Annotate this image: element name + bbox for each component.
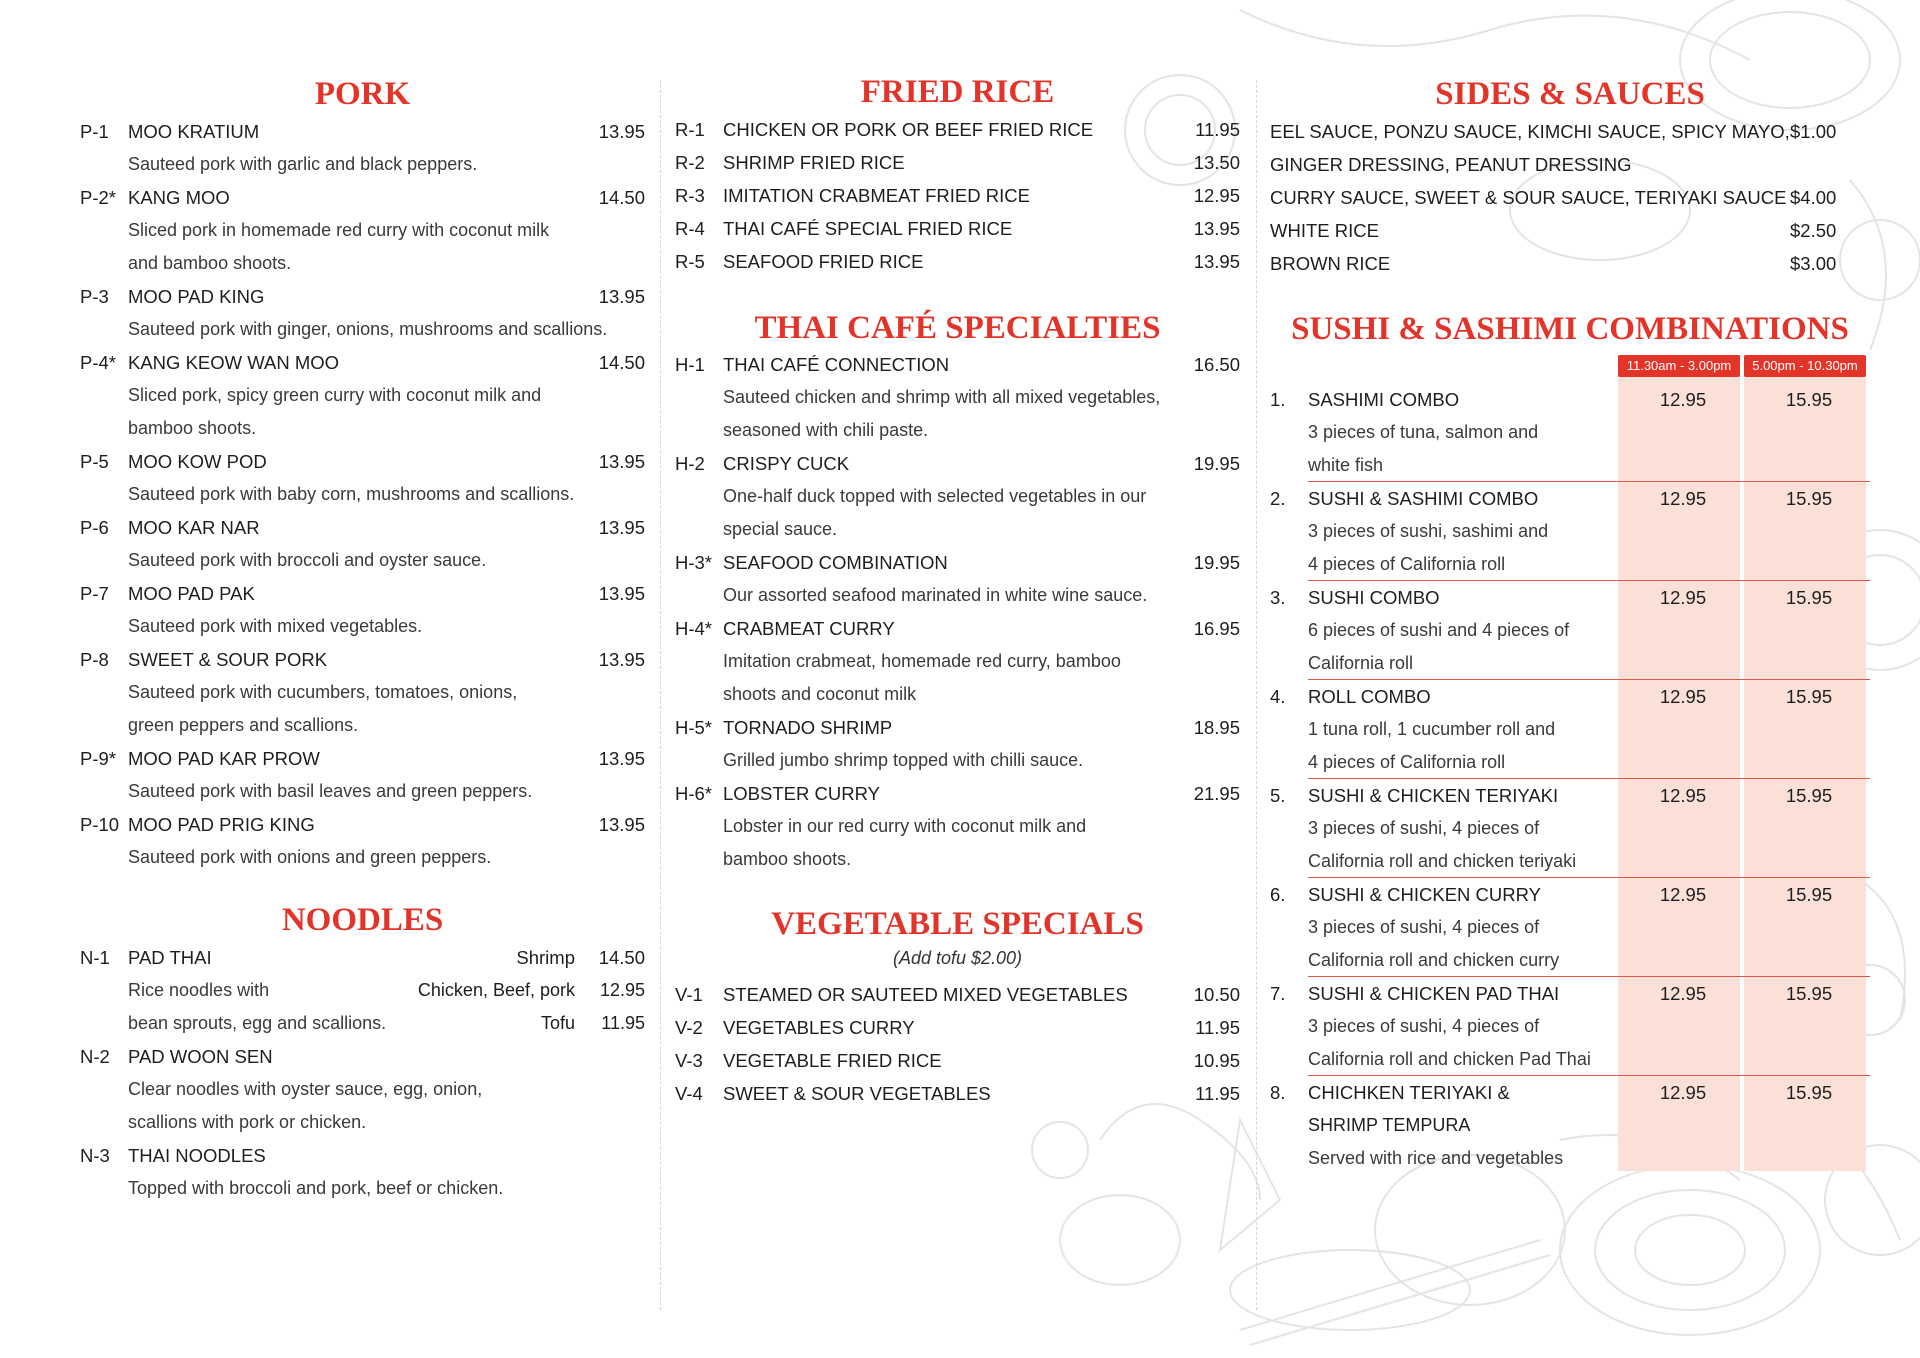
item-description: 1 tuna roll, 1 cucumber roll and xyxy=(1308,719,1556,739)
item-code: H-3* xyxy=(675,552,713,573)
sushi-combo-item[interactable] xyxy=(1270,680,1870,779)
item-price: 19.95 xyxy=(1193,552,1240,573)
item-description: Grilled jumbo shrimp topped with chilli sauce. xyxy=(723,750,1084,770)
menu-item[interactable] xyxy=(80,742,645,808)
item-price: 13.95 xyxy=(598,451,645,472)
menu-item[interactable] xyxy=(80,445,645,511)
item-price: 11.95 xyxy=(1195,1017,1240,1038)
item-description: California roll and chicken Pad Thai xyxy=(1308,1049,1591,1069)
sides-list xyxy=(1270,115,1870,280)
menu-item-row xyxy=(675,179,1240,212)
lunch-price: 12.95 xyxy=(1659,884,1707,905)
menu-item[interactable] xyxy=(675,777,1240,876)
item-code: P-2* xyxy=(80,187,116,208)
menu-item[interactable] xyxy=(675,113,1240,146)
item-code: V-1 xyxy=(675,984,703,1005)
item-code: P-8 xyxy=(80,649,109,670)
menu-item[interactable] xyxy=(675,179,1240,212)
item-description: Topped with broccoli and pork, beef or chicken. xyxy=(128,1178,504,1198)
item-code: H-4* xyxy=(675,618,713,639)
item-number: 1. xyxy=(1270,389,1286,410)
lunch-price: 12.95 xyxy=(1659,389,1707,410)
sushi-combo-row xyxy=(1270,482,1870,515)
item-price: 10.95 xyxy=(1193,1050,1240,1071)
item-price: 12.95 xyxy=(599,980,645,1000)
item-code: P-3 xyxy=(80,286,109,307)
item-price: 21.95 xyxy=(1193,783,1240,804)
item-code: P-10 xyxy=(80,814,120,835)
menu-item-row xyxy=(675,146,1240,179)
item-price xyxy=(575,1139,645,1172)
menu-item-row xyxy=(80,511,645,544)
menu-item[interactable] xyxy=(80,1139,645,1205)
item-description: seasoned with chili paste. xyxy=(723,420,929,440)
item-price xyxy=(575,1040,645,1073)
item-description: 6 pieces of sushi and 4 pieces of xyxy=(1308,620,1570,640)
menu-item[interactable] xyxy=(675,447,1240,546)
item-description: California roll and chicken curry xyxy=(1308,950,1560,970)
item-description: Rice noodles with xyxy=(128,980,270,1000)
side-item[interactable] xyxy=(1270,214,1870,247)
sushi-combo-item[interactable] xyxy=(1270,581,1870,680)
side-price: $4.00 xyxy=(1790,187,1837,208)
item-name: SASHIMI COMBO xyxy=(1308,389,1460,410)
option-label: Tofu xyxy=(540,1013,575,1033)
side-price: $3.00 xyxy=(1790,253,1837,274)
menu-item-row xyxy=(80,181,645,214)
option-label: Chicken, Beef, pork xyxy=(417,980,575,1000)
item-name: MOO PAD KING xyxy=(128,286,265,307)
lunch-price: 12.95 xyxy=(1659,686,1707,707)
item-code: R-4 xyxy=(675,218,705,239)
item-number: 5. xyxy=(1270,785,1286,806)
item-name: THAI NOODLES xyxy=(128,1145,266,1166)
item-price: 16.95 xyxy=(1193,618,1240,639)
item-number: 7. xyxy=(1270,983,1286,1004)
item-description: 3 pieces of tuna, salmon and xyxy=(1308,422,1539,442)
menu-item-row xyxy=(675,777,1240,810)
item-code: P-6 xyxy=(80,517,109,538)
item-code: H-1 xyxy=(675,354,705,375)
item-description: bamboo shoots. xyxy=(128,418,257,438)
dinner-price: 15.95 xyxy=(1785,686,1833,707)
item-price: 13.50 xyxy=(1193,152,1240,173)
item-number: 4. xyxy=(1270,686,1286,707)
menu-item-row xyxy=(80,346,645,379)
item-name: MOO KRATIUM xyxy=(128,121,260,142)
item-code: V-2 xyxy=(675,1017,703,1038)
item-number: 2. xyxy=(1270,488,1286,509)
item-code: H-6* xyxy=(675,783,713,804)
item-code: H-2 xyxy=(675,453,705,474)
item-code: P-4* xyxy=(80,352,116,373)
item-name: VEGETABLES CURRY xyxy=(723,1017,915,1038)
sushi-combo-row xyxy=(1270,878,1870,911)
menu-item-row xyxy=(80,280,645,313)
section-title-noodles: NOODLES xyxy=(281,902,444,938)
item-description: One-half duck topped with selected vegetables in our xyxy=(723,486,1147,506)
item-description: special sauce. xyxy=(723,519,838,539)
sushi-combo-item[interactable] xyxy=(1270,779,1870,878)
item-name: PAD WOON SEN xyxy=(128,1046,273,1067)
menu-item-row xyxy=(675,546,1240,579)
menu-item-row xyxy=(675,447,1240,480)
section-title-specialties: THAI CAFÉ SPECIALTIES xyxy=(754,310,1161,346)
sushi-combo-row xyxy=(1270,779,1870,812)
menu-item[interactable] xyxy=(80,808,645,874)
item-name: CRISPY CUCK xyxy=(723,453,850,474)
menu-item-row xyxy=(80,1040,645,1073)
fried-rice-list xyxy=(675,113,1240,278)
sushi-combo-item[interactable] xyxy=(1270,878,1870,977)
item-code: V-4 xyxy=(675,1083,703,1104)
menu-item[interactable] xyxy=(80,941,645,1040)
item-code: P-5 xyxy=(80,451,109,472)
item-price: 14.50 xyxy=(598,352,645,373)
side-price: $1.00 xyxy=(1790,121,1837,142)
dinner-price: 15.95 xyxy=(1785,488,1833,509)
item-name: SUSHI COMBO xyxy=(1308,587,1440,608)
sushi-list xyxy=(1270,383,1870,1175)
menu-item-row xyxy=(80,742,645,775)
side-price: $2.50 xyxy=(1790,220,1837,241)
specialties-list xyxy=(675,348,1240,876)
item-price: 10.50 xyxy=(1193,984,1240,1005)
item-name: THAI CAFÉ CONNECTION xyxy=(723,354,950,375)
menu-item[interactable] xyxy=(80,280,645,346)
menu-item[interactable] xyxy=(675,146,1240,179)
side-item[interactable] xyxy=(1270,247,1870,280)
section-title-vegetables: VEGETABLE SPECIALS xyxy=(771,906,1144,942)
menu-item-row xyxy=(675,348,1240,381)
item-code: P-9* xyxy=(80,748,116,769)
item-description: Imitation crabmeat, homemade red curry, bamboo xyxy=(723,651,1121,671)
item-code: H-5* xyxy=(675,717,713,738)
sushi-combo-row xyxy=(1270,680,1870,713)
item-name: PAD THAI xyxy=(128,947,212,968)
item-name: IMITATION CRABMEAT FRIED RICE xyxy=(723,185,1030,206)
side-name: EEL SAUCE, PONZU SAUCE, KIMCHI SAUCE, SPICY MAYO, xyxy=(1270,121,1790,142)
item-description: Sauteed pork with cucumbers, tomatoes, onions, xyxy=(128,682,518,702)
item-name: LOBSTER CURRY xyxy=(723,783,880,804)
section-title-pork: PORK xyxy=(314,76,411,112)
menu-item[interactable] xyxy=(675,1077,1240,1110)
dinner-price: 15.95 xyxy=(1785,884,1833,905)
option-label: Shrimp xyxy=(516,947,575,968)
lunch-price: 12.95 xyxy=(1659,587,1707,608)
item-description: Sauteed pork with basil leaves and green peppers. xyxy=(128,781,533,801)
item-price: 11.95 xyxy=(1195,119,1240,140)
item-name: CHICKEN OR PORK OR BEEF FRIED RICE xyxy=(723,119,1094,140)
item-code: N-3 xyxy=(80,1145,110,1166)
vegetable-list xyxy=(675,978,1240,1110)
sushi-combo-row xyxy=(1270,977,1870,1010)
item-name: MOO KOW POD xyxy=(128,451,267,472)
item-description: Sauteed chicken and shrimp with all mixed vegetables, xyxy=(723,387,1161,407)
menu-item[interactable] xyxy=(675,1044,1240,1077)
item-description: Sliced pork in homemade red curry with coconut milk xyxy=(128,220,550,240)
item-description: green peppers and scallions. xyxy=(128,715,359,735)
item-description: Our assorted seafood marinated in white wine sauce. xyxy=(723,585,1148,605)
dinner-time-badge: 5.00pm - 10.30pm xyxy=(1744,355,1866,377)
item-name: SUSHI & CHICKEN PAD THAI xyxy=(1308,983,1560,1004)
sushi-combo-item[interactable] xyxy=(1270,383,1870,482)
menu-item[interactable] xyxy=(80,643,645,742)
lunch-price: 12.95 xyxy=(1659,1082,1707,1103)
menu-item-row xyxy=(675,212,1240,245)
dinner-price: 15.95 xyxy=(1785,1082,1833,1103)
menu-item-row xyxy=(675,1044,1240,1077)
item-name: SWEET & SOUR PORK xyxy=(128,649,328,670)
column-divider xyxy=(1256,80,1257,1310)
item-code: R-1 xyxy=(675,119,705,140)
dinner-price: 15.95 xyxy=(1785,389,1833,410)
menu-item[interactable] xyxy=(675,978,1240,1011)
item-description: Sauteed pork with ginger, onions, mushrooms and scallions. xyxy=(128,319,608,339)
item-name: CHICHKEN TERIYAKI & xyxy=(1308,1082,1510,1103)
item-name: CRABMEAT CURRY xyxy=(723,618,895,639)
sushi-combo-row xyxy=(1270,581,1870,614)
lunch-price: 12.95 xyxy=(1659,785,1707,806)
side-name: BROWN RICE xyxy=(1270,253,1391,274)
item-description: Clear noodles with oyster sauce, egg, onion, xyxy=(128,1079,483,1099)
menu-item[interactable] xyxy=(675,711,1240,777)
tofu-note: (Add tofu $2.00) xyxy=(892,948,1023,968)
item-name: MOO PAD PAK xyxy=(128,583,255,604)
side-name: GINGER DRESSING, PEANUT DRESSING xyxy=(1270,154,1632,175)
menu-item[interactable] xyxy=(675,212,1240,245)
item-description: 4 pieces of California roll xyxy=(1308,554,1506,574)
item-name: SWEET & SOUR VEGETABLES xyxy=(723,1083,991,1104)
item-name-continued: SHRIMP TEMPURA xyxy=(1308,1115,1471,1135)
item-price: 11.95 xyxy=(1195,1083,1240,1104)
item-number: 3. xyxy=(1270,587,1286,608)
item-name: SUSHI & CHICKEN CURRY xyxy=(1308,884,1542,905)
item-description: bean sprouts, egg and scallions. xyxy=(128,1013,387,1033)
menu-item[interactable] xyxy=(675,612,1240,711)
sushi-combo-item[interactable] xyxy=(1270,977,1870,1076)
item-number: 8. xyxy=(1270,1082,1286,1103)
item-description: scallions with pork or chicken. xyxy=(128,1112,367,1132)
menu-item-row xyxy=(675,113,1240,146)
item-price: 14.50 xyxy=(598,947,645,968)
item-description: 3 pieces of sushi, 4 pieces of xyxy=(1308,818,1540,838)
item-name: KANG KEOW WAN MOO xyxy=(128,352,340,373)
item-name: SUSHI & CHICKEN TERIYAKI xyxy=(1308,785,1559,806)
item-name: VEGETABLE FRIED RICE xyxy=(723,1050,942,1071)
sushi-combo-item[interactable] xyxy=(1270,1076,1870,1175)
menu-item-row xyxy=(80,445,645,478)
item-number: 6. xyxy=(1270,884,1286,905)
item-price: 13.95 xyxy=(598,748,645,769)
menu-item-row xyxy=(675,245,1240,278)
item-description: 3 pieces of sushi, 4 pieces of xyxy=(1308,1016,1540,1036)
item-name: KANG MOO xyxy=(128,187,230,208)
item-name: MOO PAD PRIG KING xyxy=(128,814,315,835)
item-description: Sauteed pork with mixed vegetables. xyxy=(128,616,423,636)
dinner-price: 15.95 xyxy=(1785,983,1833,1004)
item-description: 3 pieces of sushi, sashimi and xyxy=(1308,521,1549,541)
item-code: N-2 xyxy=(80,1046,110,1067)
item-price: 12.95 xyxy=(1193,185,1240,206)
item-description: bamboo shoots. xyxy=(723,849,852,869)
item-name: SHRIMP FRIED RICE xyxy=(723,152,905,173)
item-name: ROLL COMBO xyxy=(1308,686,1431,707)
menu-item[interactable] xyxy=(80,346,645,445)
lunch-price: 12.95 xyxy=(1659,488,1707,509)
noodles-list xyxy=(80,941,645,1205)
side-name: CURRY SAUCE, SWEET & SOUR SAUCE, TERIYAKI SAUCE xyxy=(1270,187,1787,208)
menu-item-row xyxy=(675,1077,1240,1110)
side-item[interactable] xyxy=(1270,148,1870,181)
item-name: SUSHI & SASHIMI COMBO xyxy=(1308,488,1539,509)
side-item[interactable] xyxy=(1270,115,1870,148)
menu-item[interactable] xyxy=(675,546,1240,612)
item-description: 4 pieces of California roll xyxy=(1308,752,1506,772)
item-price: 11.95 xyxy=(601,1013,645,1033)
sushi-combo-row xyxy=(1270,383,1870,416)
menu-item-row xyxy=(80,1139,645,1172)
item-name: SEAFOOD COMBINATION xyxy=(723,552,948,573)
item-code: V-3 xyxy=(675,1050,703,1071)
menu-item-row xyxy=(675,612,1240,645)
section-title-sushi: SUSHI & SASHIMI COMBINATIONS xyxy=(1291,311,1849,347)
menu-item[interactable] xyxy=(675,1011,1240,1044)
item-description: Sliced pork, spicy green curry with coconut milk and xyxy=(128,385,542,405)
menu-item[interactable] xyxy=(80,577,645,643)
side-price xyxy=(1790,148,1870,181)
item-name: STEAMED OR SAUTEED MIXED VEGETABLES xyxy=(723,984,1128,1005)
menu-item[interactable] xyxy=(80,181,645,280)
item-description: shoots and coconut milk xyxy=(723,684,917,704)
menu-item-row xyxy=(80,643,645,676)
item-description: California roll and chicken teriyaki xyxy=(1308,851,1577,871)
item-code: P-1 xyxy=(80,121,109,142)
item-price: 13.95 xyxy=(598,121,645,142)
item-name: MOO KAR NAR xyxy=(128,517,260,538)
item-description: Sauteed pork with onions and green peppers. xyxy=(128,847,492,867)
item-price: 13.95 xyxy=(1193,251,1240,272)
menu-item[interactable] xyxy=(80,115,645,181)
side-name: WHITE RICE xyxy=(1270,220,1379,241)
dinner-price: 15.95 xyxy=(1785,785,1833,806)
item-description: Sauteed pork with baby corn, mushrooms and scallions. xyxy=(128,484,575,504)
menu-item-row xyxy=(80,808,645,841)
sushi-combo-item[interactable] xyxy=(1270,482,1870,581)
item-description: California roll xyxy=(1308,653,1414,673)
menu-item-row xyxy=(675,1011,1240,1044)
section-title-fried-rice: FRIED RICE xyxy=(860,74,1055,110)
menu-item[interactable] xyxy=(675,245,1240,278)
item-description: Sauteed pork with broccoli and oyster sauce. xyxy=(128,550,487,570)
item-description: Served with rice and vegetables xyxy=(1308,1148,1564,1168)
lunch-time-badge: 11.30am - 3.00pm xyxy=(1618,355,1740,377)
item-name: SEAFOOD FRIED RICE xyxy=(723,251,924,272)
section-title-sides: SIDES & SAUCES xyxy=(1435,76,1705,112)
menu-item-row xyxy=(675,978,1240,1011)
menu-item[interactable] xyxy=(80,1040,645,1139)
item-price: 13.95 xyxy=(598,517,645,538)
item-price: 16.50 xyxy=(1193,354,1240,375)
item-description: Sauteed pork with garlic and black peppers. xyxy=(128,154,478,174)
item-description: and bamboo shoots. xyxy=(128,253,292,273)
pork-list xyxy=(80,115,645,874)
menu-item-row xyxy=(80,577,645,610)
item-price: 13.95 xyxy=(598,583,645,604)
item-price: 14.50 xyxy=(598,187,645,208)
item-code: N-1 xyxy=(80,947,110,968)
item-price: 13.95 xyxy=(598,649,645,670)
item-description: Lobster in our red curry with coconut milk and xyxy=(723,816,1087,836)
item-name: THAI CAFÉ SPECIAL FRIED RICE xyxy=(723,218,1013,239)
menu-item[interactable] xyxy=(675,348,1240,447)
menu-item-row xyxy=(80,115,645,148)
item-name: TORNADO SHRIMP xyxy=(723,717,893,738)
item-code: P-7 xyxy=(80,583,109,604)
item-description: 3 pieces of sushi, 4 pieces of xyxy=(1308,917,1540,937)
column-divider xyxy=(660,80,661,1310)
item-description: white fish xyxy=(1308,455,1384,475)
item-price: 19.95 xyxy=(1193,453,1240,474)
menu-item-row xyxy=(675,711,1240,744)
dinner-price: 15.95 xyxy=(1785,587,1833,608)
lunch-price: 12.95 xyxy=(1659,983,1707,1004)
item-price: 18.95 xyxy=(1193,717,1240,738)
item-name: MOO PAD KAR PROW xyxy=(128,748,320,769)
item-code: R-3 xyxy=(675,185,705,206)
item-price: 13.95 xyxy=(1193,218,1240,239)
item-price: 13.95 xyxy=(598,286,645,307)
item-code: R-2 xyxy=(675,152,705,173)
item-price: 13.95 xyxy=(598,814,645,835)
item-code: R-5 xyxy=(675,251,705,272)
menu-item[interactable] xyxy=(80,511,645,577)
side-item[interactable] xyxy=(1270,181,1870,214)
sushi-combo-row xyxy=(1270,1076,1870,1109)
